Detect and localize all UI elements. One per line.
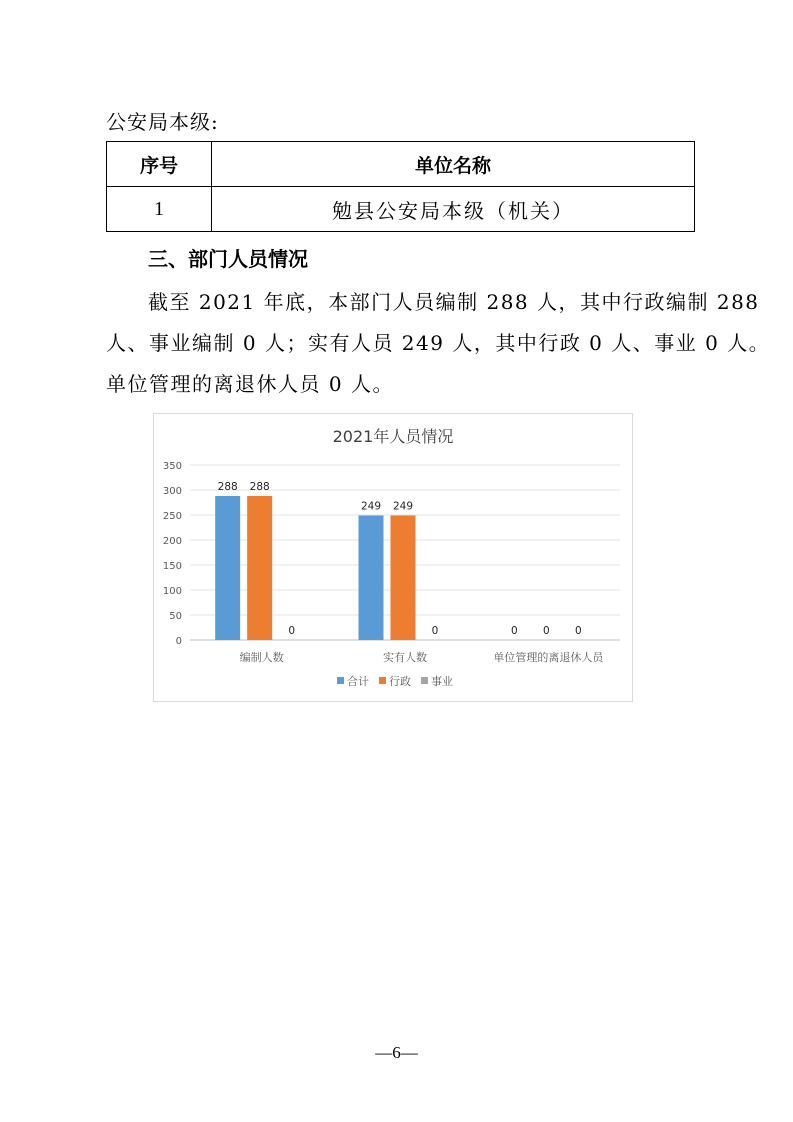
legend-label: 合计 <box>347 675 369 688</box>
row-unit-name: 勉县公安局本级（机关） <box>212 187 695 232</box>
legend-label: 事业 <box>431 675 453 688</box>
table-row <box>107 187 695 232</box>
body-line: 人、事业编制 0 人；实有人员 249 人，其中行政 0 人、事业 0 人。 <box>106 331 771 355</box>
section-heading: 三、部门人员情况 <box>148 247 308 271</box>
table-header-row <box>107 142 695 187</box>
data-label: 0 <box>574 625 582 637</box>
body-line: 单位管理的离退休人员 0 人。 <box>106 372 394 396</box>
category-label: 编制人数 <box>239 651 284 664</box>
data-label: 288 <box>249 481 270 493</box>
bar <box>247 496 272 640</box>
y-tick-label: 250 <box>162 511 182 522</box>
data-label: 249 <box>360 500 382 513</box>
category-label: 实有人数 <box>383 651 427 664</box>
data-label: 0 <box>431 625 439 637</box>
intro-label: 公安局本级: <box>106 110 219 134</box>
legend-swatch <box>379 677 386 684</box>
y-tick-label: 100 <box>162 586 182 597</box>
y-tick-label: 200 <box>162 536 182 547</box>
header-index: 序号 <box>107 142 212 187</box>
body-line: 截至 2021 年底，本部门人员编制 288 人，其中行政编制 288 <box>148 290 760 314</box>
category-label: 单位管理的离退休人员 <box>493 651 604 664</box>
y-tick-label: 0 <box>175 636 182 647</box>
data-label: 288 <box>217 481 238 493</box>
chart-title: 2021年人员情况 <box>332 427 454 446</box>
unit-table <box>106 141 695 232</box>
data-label: 0 <box>510 625 518 637</box>
staff-chart <box>153 413 633 702</box>
data-label: 0 <box>288 625 296 637</box>
row-index: 1 <box>107 187 212 232</box>
section-body <box>106 282 771 405</box>
y-tick-label: 150 <box>162 561 182 572</box>
chart-canvas <box>154 414 632 701</box>
legend-swatch <box>421 677 428 684</box>
y-tick-label: 350 <box>162 461 182 472</box>
header-unit-name: 单位名称 <box>212 142 695 187</box>
data-label: 249 <box>392 500 414 513</box>
legend-swatch <box>337 677 344 684</box>
legend-label: 行政 <box>389 675 411 688</box>
page-number: —6— <box>375 1043 418 1062</box>
y-tick-label: 50 <box>169 611 182 622</box>
bar <box>391 516 416 641</box>
bar <box>215 496 240 640</box>
data-label: 0 <box>542 625 550 637</box>
y-tick-label: 300 <box>162 486 182 497</box>
bar <box>359 516 384 641</box>
